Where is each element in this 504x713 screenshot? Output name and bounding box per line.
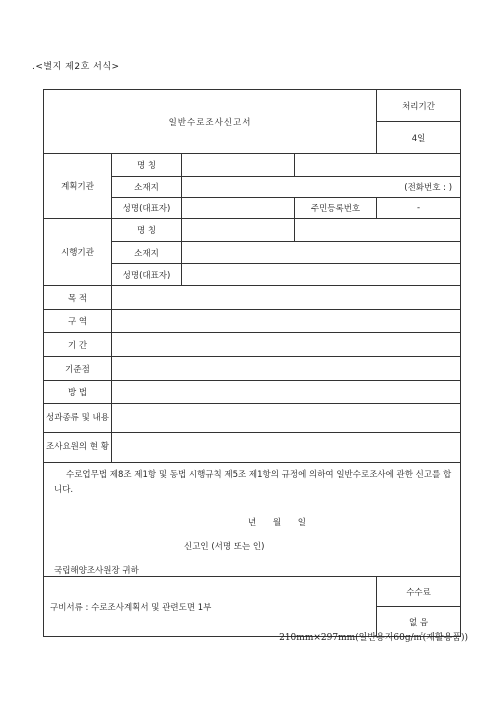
processing-period-label: 처리기간 [377,90,461,122]
planning-org-phone-text: (전화번호 : ) [404,183,453,193]
purpose-field[interactable] [112,286,461,310]
declaration-date[interactable]: 년 월 일 [247,518,307,528]
processing-period-value: 4일 [377,122,461,154]
resident-number-field[interactable]: - [377,198,461,219]
declarant-signature[interactable]: 신고인 (서명 또는 인) [184,542,265,552]
fee-label: 수수료 [377,577,461,607]
method-field[interactable] [112,381,461,404]
method-label: 방 법 [44,381,112,404]
results-type-label: 성과종류 및 내용 [44,404,112,433]
declaration-text: 수로업무법 제8조 제1항 및 동법 시행규칙 제5조 제1항의 규정에 의하여 일반수로조사에 관한 신고를 합니다. [54,470,452,495]
executing-org-name-field[interactable] [182,219,295,242]
planning-org-address-label: 소재지 [112,177,182,198]
results-type-field[interactable] [112,404,461,433]
executing-org-rep-field[interactable] [182,264,461,286]
area-field[interactable] [112,310,461,333]
resident-number-label: 주민등록번호 [295,198,377,219]
area-label: 구 역 [44,310,112,333]
reference-point-label: 기준점 [44,357,112,381]
purpose-label: 목 적 [44,286,112,310]
period-field[interactable] [112,333,461,357]
planning-org-rep-label: 성명(대표자) [112,198,182,219]
addressee: 국립해양조사원장 귀하 [54,566,139,576]
planning-org-rep-field[interactable] [182,198,295,219]
form-caption: .<별지 제2호 서식> [32,62,120,72]
fee-value: 없 음 [377,607,461,637]
survey-report-form [43,89,461,637]
survey-staff-field[interactable] [112,433,461,463]
executing-org-address-field[interactable] [182,242,461,264]
executing-org-rep-label: 성명(대표자) [112,264,182,286]
planning-org-name-extra-field[interactable] [295,154,461,177]
period-label: 기 간 [44,333,112,357]
paper-spec: 210mm×297mm(일반용지60g/㎡(재활용품)) [279,633,468,643]
required-documents: 구비서류 : 수로조사계획서 및 관련도면 1부 [44,577,377,637]
declaration-box [44,463,461,577]
planning-org-address-field[interactable] [182,177,461,198]
planning-org-label: 계획기관 [44,154,112,219]
executing-org-label: 시행기관 [44,219,112,286]
executing-org-name-label: 명 칭 [112,219,182,242]
form-title: 일반수로조사신고서 [44,90,377,154]
executing-org-name-extra-field[interactable] [295,219,461,242]
planning-org-name-field[interactable] [182,154,295,177]
planning-org-name-label: 명 칭 [112,154,182,177]
executing-org-address-label: 소재지 [112,242,182,264]
survey-staff-label: 조사요원의 현 황 [44,433,112,463]
reference-point-field[interactable] [112,357,461,381]
